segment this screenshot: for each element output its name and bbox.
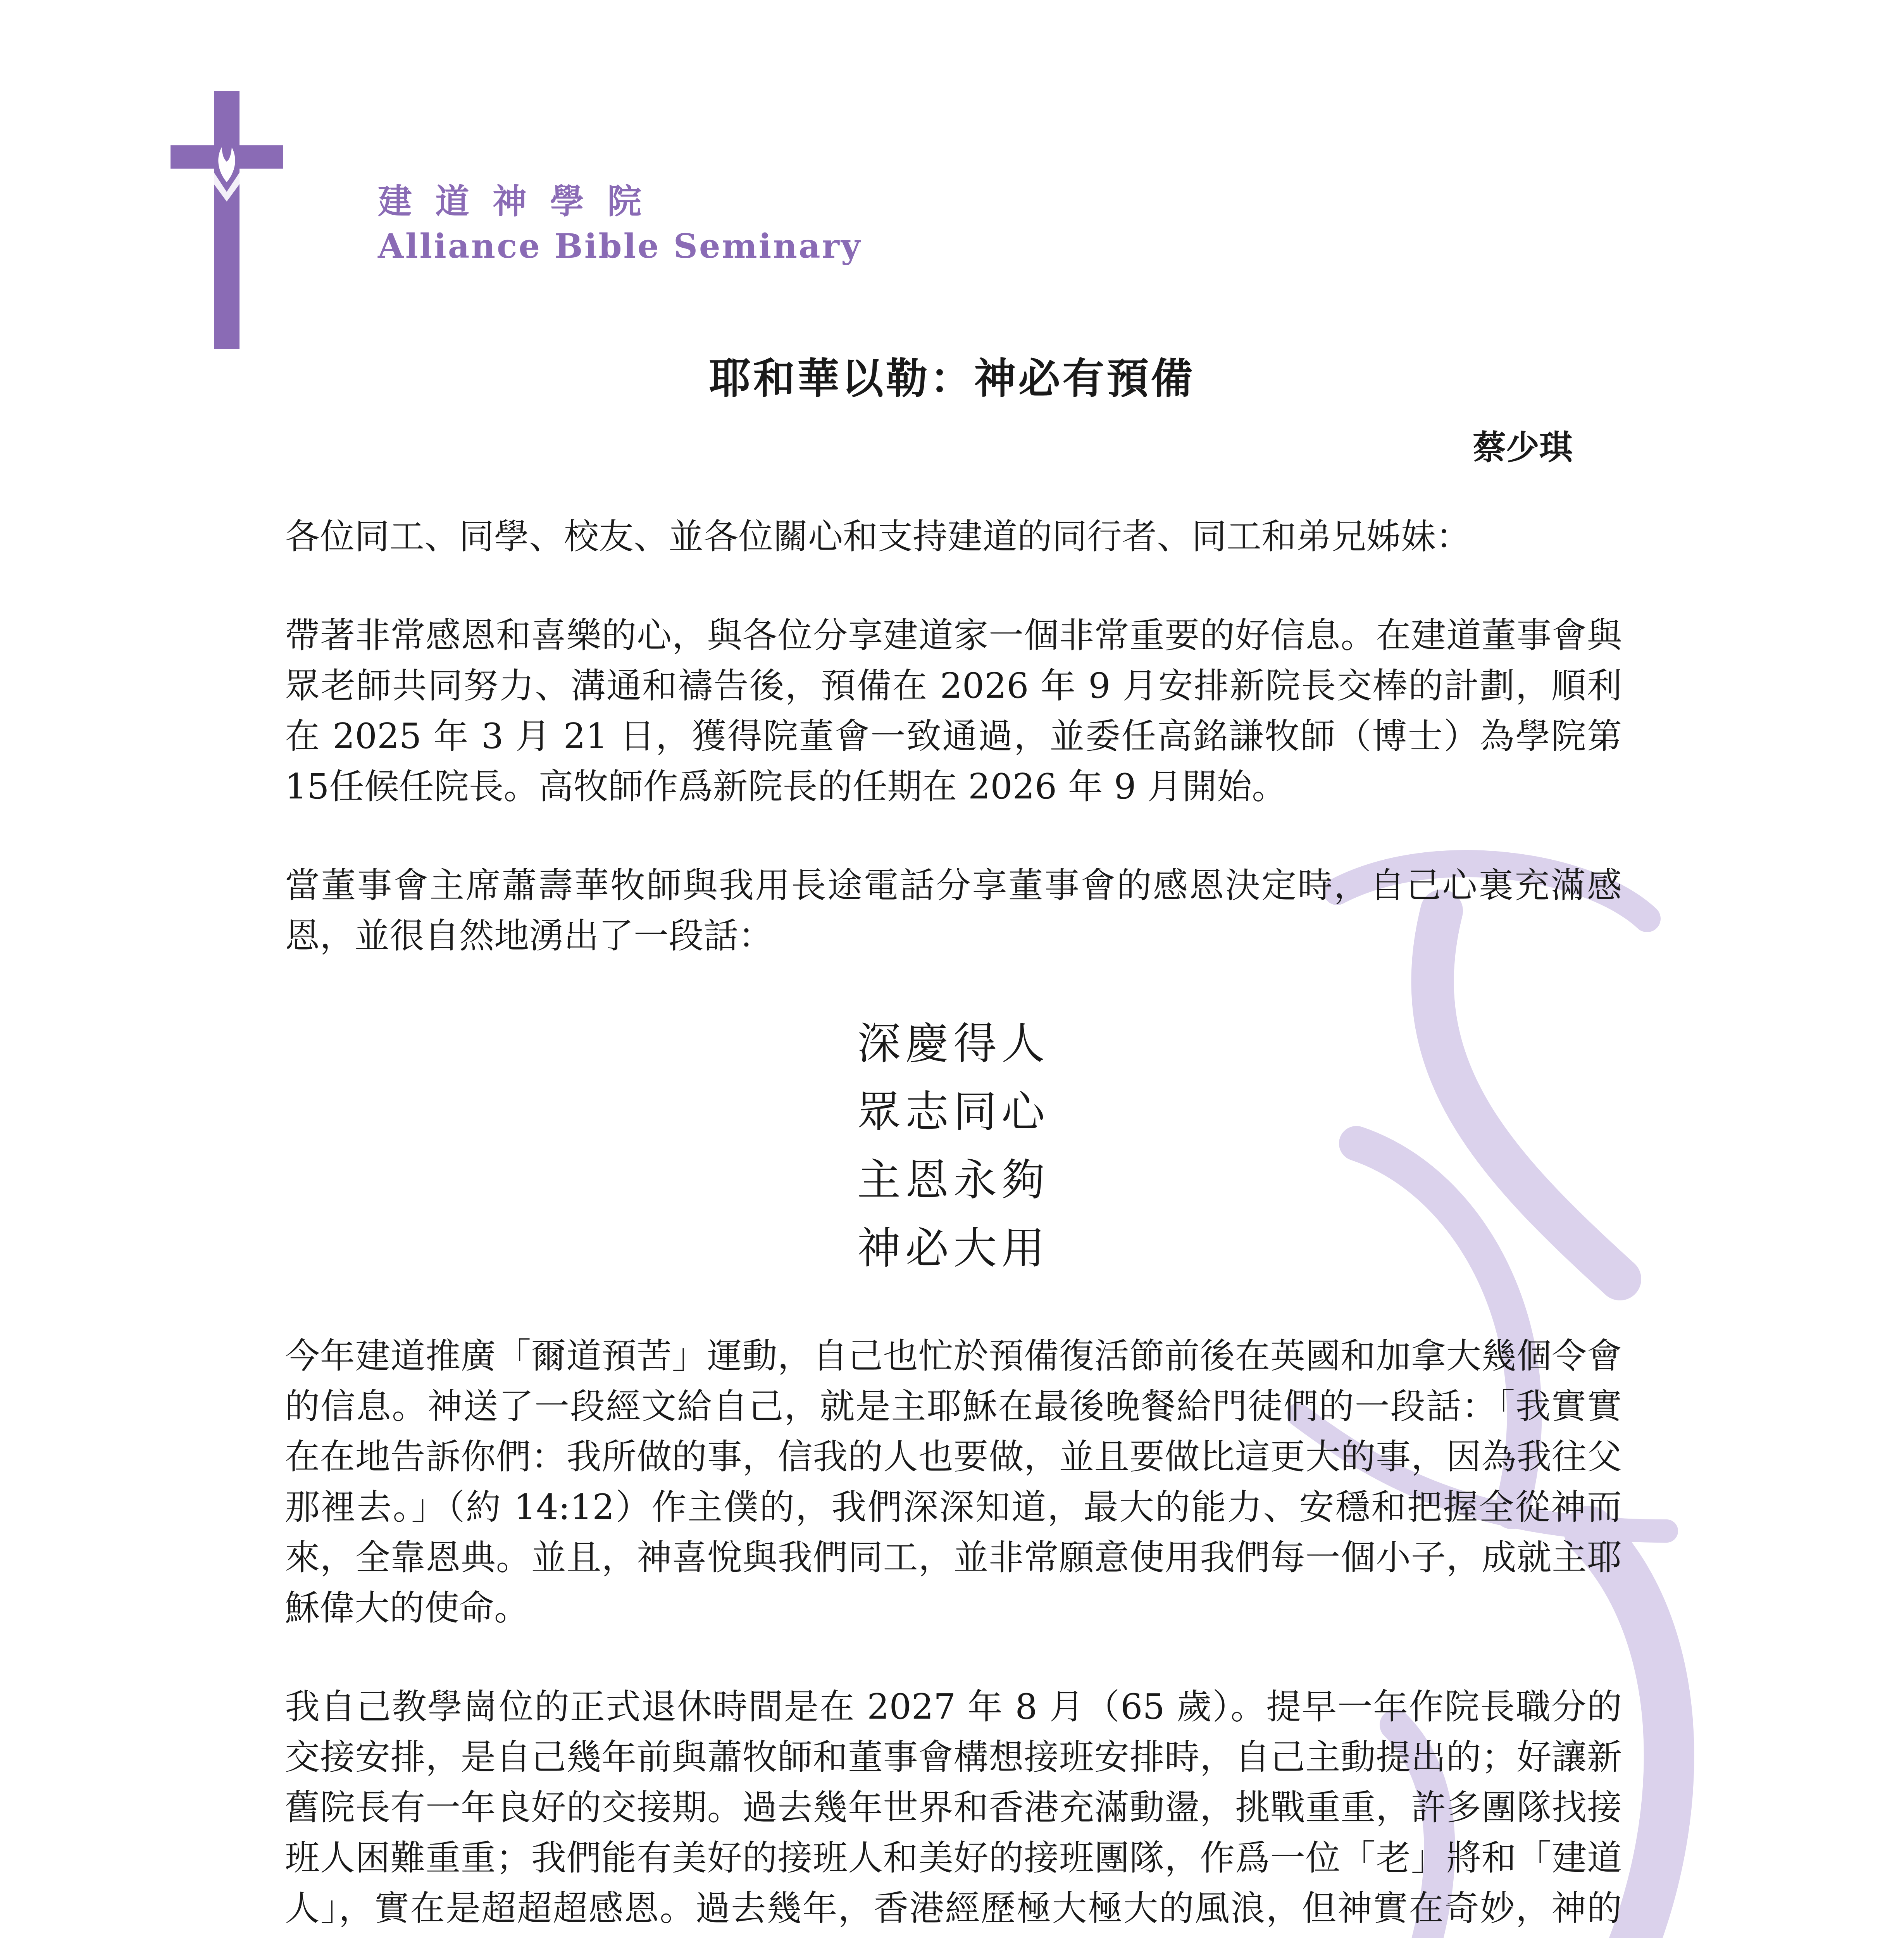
paragraph: 我自己教學崗位的正式退休時間是在 2027 年 8 月（65 歲）。提早一年作院長職分的交接安排，是自己幾年前與蕭牧師和董事會構想接班安排時，自己主動提出的；好讓新舊院長有一年良好的交接期。過去幾年世界和香港充滿動盪，挑戰重重，許多團隊找接班人困難重重；我們能有美好的接班人和美好的接班團隊，作爲一位「老」將和「建道人」，實在是超超超感恩。過去幾年，香港經歷極大極大的風浪，但神實在奇妙，神的 bbox=[285, 1686, 1622, 1929]
paragraph: 今年建道推廣「爾道預苦」運動，自己也忙於預備復活節前後在英國和加拿大幾個令會的信息。神送了一段經文給自己，就是主耶穌在最後晚餐給門徒們的一段話：「我實實在在地告訴你們：我所做的事，信我的人也要做，並且要做比這更大的事，因為我往父那裡去。」（約 14:12）作主僕的，我們深深知道，最大的能力、安穩和把握全從神而來，全靠恩典。並且，神喜悅與我們同工，並非常願意使用我們每一個小子，成就主耶穌偉大的使命。 bbox=[285, 1336, 1622, 1628]
poem-line: 深慶得人 bbox=[857, 1019, 1049, 1069]
poem bbox=[285, 1010, 1622, 1283]
seminary-logo-cross bbox=[171, 91, 283, 349]
poem-line: 眾志同心 bbox=[857, 1087, 1049, 1137]
poem-line: 神必大用 bbox=[857, 1223, 1049, 1274]
greeting: 各位同工、同學、校友、並各位關心和支持建道的同行者、同工和弟兄姊妹： bbox=[285, 516, 1471, 557]
letter-title: 耶和華以勒：神必有預備 bbox=[709, 355, 1195, 403]
logo-name-english: Alliance Bible Seminary bbox=[378, 227, 862, 266]
logo-name-chinese: 建道神學院 bbox=[378, 181, 665, 221]
paragraph: 帶著非常感恩和喜樂的心，與各位分享建道家一個非常重要的好信息。在建道董事會與眾老師共同努力、溝通和禱告後，預備在 2026 年 9 月安排新院長交棒的計劃，順利在 2025 年 3 月 21 日，獲得院董會一致通過，並委任高銘謙牧師（博士）為學院第 15任候任院長。高牧師作爲新院長的任期在 2026 年 9 月開始。 bbox=[285, 615, 1622, 807]
letter-author: 蔡少琪 bbox=[1473, 428, 1573, 467]
poem-line: 主恩永夠 bbox=[857, 1155, 1049, 1205]
paragraph: 當董事會主席蕭壽華牧師與我用長途電話分享董事會的感恩決定時，自己心裏充滿感恩，並很自然地湧出了一段話： bbox=[285, 865, 1622, 956]
letter-body bbox=[285, 512, 1622, 1938]
